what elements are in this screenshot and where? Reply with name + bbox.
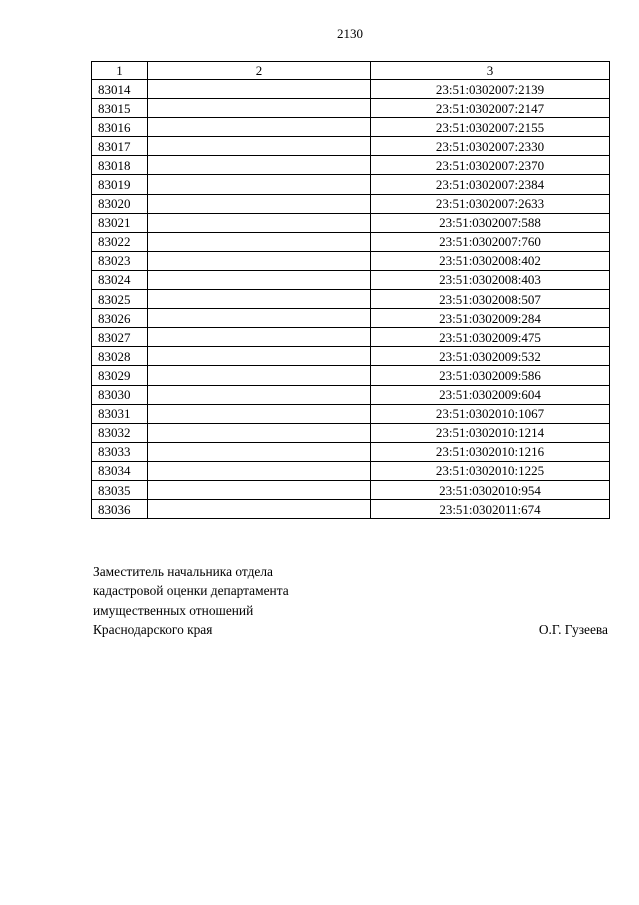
row-empty-cell xyxy=(148,366,371,385)
row-number-cell: 83018 xyxy=(92,156,148,175)
cadastral-number-cell: 23:51:0302009:532 xyxy=(371,347,610,366)
row-number-cell: 83024 xyxy=(92,270,148,289)
row-empty-cell xyxy=(148,290,371,309)
row-empty-cell xyxy=(148,347,371,366)
row-number-cell: 83022 xyxy=(92,232,148,251)
cadastral-number-cell: 23:51:0302007:2147 xyxy=(371,99,610,118)
cadastral-number-cell: 23:51:0302011:674 xyxy=(371,500,610,519)
row-empty-cell xyxy=(148,175,371,194)
table-header-row xyxy=(92,62,610,80)
cadastral-number-cell: 23:51:0302007:760 xyxy=(371,232,610,251)
table-row xyxy=(92,328,610,347)
cadastral-number-cell: 23:51:0302010:954 xyxy=(371,480,610,499)
table-row xyxy=(92,118,610,137)
row-empty-cell xyxy=(148,480,371,499)
cadastral-number-cell: 23:51:0302009:475 xyxy=(371,328,610,347)
table-row xyxy=(92,175,610,194)
signatory-name: О.Г. Гузеева xyxy=(538,621,608,637)
row-number-cell: 83016 xyxy=(92,118,148,137)
table-row xyxy=(92,194,610,213)
row-number-cell: 83035 xyxy=(92,480,148,499)
header-col-2: 2 xyxy=(148,62,371,80)
row-empty-cell xyxy=(148,118,371,137)
row-number-cell: 83020 xyxy=(92,194,148,213)
table-row xyxy=(92,442,610,461)
cadastral-number-cell: 23:51:0302009:586 xyxy=(371,366,610,385)
row-empty-cell xyxy=(148,404,371,423)
cadastral-number-cell: 23:51:0302007:2370 xyxy=(371,156,610,175)
row-number-cell: 83019 xyxy=(92,175,148,194)
row-number-cell: 83021 xyxy=(92,213,148,232)
signature-title-line-3: имущественных отношений xyxy=(93,602,254,618)
table-row xyxy=(92,137,610,156)
row-empty-cell xyxy=(148,328,371,347)
cadastral-number-cell: 23:51:0302008:402 xyxy=(371,251,610,270)
row-number-cell: 83015 xyxy=(92,99,148,118)
cadastral-number-cell: 23:51:0302007:2155 xyxy=(371,118,610,137)
table-row xyxy=(92,385,610,404)
row-empty-cell xyxy=(148,213,371,232)
cadastral-number-cell: 23:51:0302007:2384 xyxy=(371,175,610,194)
cadastral-number-cell: 23:51:0302009:604 xyxy=(371,385,610,404)
table-row xyxy=(92,251,610,270)
row-number-cell: 83026 xyxy=(92,309,148,328)
cadastral-number-cell: 23:51:0302010:1214 xyxy=(371,423,610,442)
row-empty-cell xyxy=(148,99,371,118)
table-row xyxy=(92,423,610,442)
cadastral-number-cell: 23:51:0302008:507 xyxy=(371,290,610,309)
table-row xyxy=(92,290,610,309)
row-empty-cell xyxy=(148,270,371,289)
row-empty-cell xyxy=(148,500,371,519)
row-empty-cell xyxy=(148,156,371,175)
row-number-cell: 83025 xyxy=(92,290,148,309)
table-row xyxy=(92,213,610,232)
row-empty-cell xyxy=(148,251,371,270)
row-number-cell: 83028 xyxy=(92,347,148,366)
cadastral-number-cell: 23:51:0302007:2330 xyxy=(371,137,610,156)
signature-block xyxy=(93,562,608,639)
signature-title-line-4: Краснодарского края xyxy=(93,621,213,637)
row-empty-cell xyxy=(148,232,371,251)
table-body xyxy=(92,62,610,519)
cadastral-number-cell: 23:51:0302010:1216 xyxy=(371,442,610,461)
row-number-cell: 83034 xyxy=(92,461,148,480)
row-empty-cell xyxy=(148,309,371,328)
table-row xyxy=(92,270,610,289)
table-row xyxy=(92,480,610,499)
row-empty-cell xyxy=(148,137,371,156)
cadastral-number-cell: 23:51:0302007:588 xyxy=(371,213,610,232)
table-row xyxy=(92,366,610,385)
cadastral-number-cell: 23:51:0302007:2633 xyxy=(371,194,610,213)
cadastral-number-cell: 23:51:0302008:403 xyxy=(371,270,610,289)
table-row xyxy=(92,404,610,423)
cadastral-number-cell: 23:51:0302010:1067 xyxy=(371,404,610,423)
table-row xyxy=(92,156,610,175)
table-row xyxy=(92,309,610,328)
row-empty-cell xyxy=(148,385,371,404)
signature-last-line xyxy=(93,620,608,639)
row-number-cell: 83029 xyxy=(92,366,148,385)
cadastral-number-cell: 23:51:0302010:1225 xyxy=(371,461,610,480)
table-row xyxy=(92,347,610,366)
cadastral-number-cell: 23:51:0302007:2139 xyxy=(371,80,610,99)
row-number-cell: 83031 xyxy=(92,404,148,423)
row-number-cell: 83033 xyxy=(92,442,148,461)
table-row xyxy=(92,99,610,118)
row-empty-cell xyxy=(148,442,371,461)
row-number-cell: 83014 xyxy=(92,80,148,99)
row-number-cell: 83017 xyxy=(92,137,148,156)
row-empty-cell xyxy=(148,461,371,480)
header-col-1: 1 xyxy=(92,62,148,80)
row-empty-cell xyxy=(148,423,371,442)
cadastral-table xyxy=(91,61,610,519)
table-row xyxy=(92,80,610,99)
row-empty-cell xyxy=(148,80,371,99)
row-number-cell: 83023 xyxy=(92,251,148,270)
row-number-cell: 83036 xyxy=(92,500,148,519)
row-number-cell: 83027 xyxy=(92,328,148,347)
row-empty-cell xyxy=(148,194,371,213)
row-number-cell: 83030 xyxy=(92,385,148,404)
cadastral-number-cell: 23:51:0302009:284 xyxy=(371,309,610,328)
row-number-cell: 83032 xyxy=(92,423,148,442)
table-row xyxy=(92,461,610,480)
table-row xyxy=(92,232,610,251)
table-row xyxy=(92,500,610,519)
signature-title-line-2: кадастровой оценки департамента xyxy=(93,583,289,599)
header-col-3: 3 xyxy=(371,62,610,80)
signature-title-line-1: Заместитель начальника отдела xyxy=(93,564,273,579)
page-number: 2130 xyxy=(337,26,363,41)
